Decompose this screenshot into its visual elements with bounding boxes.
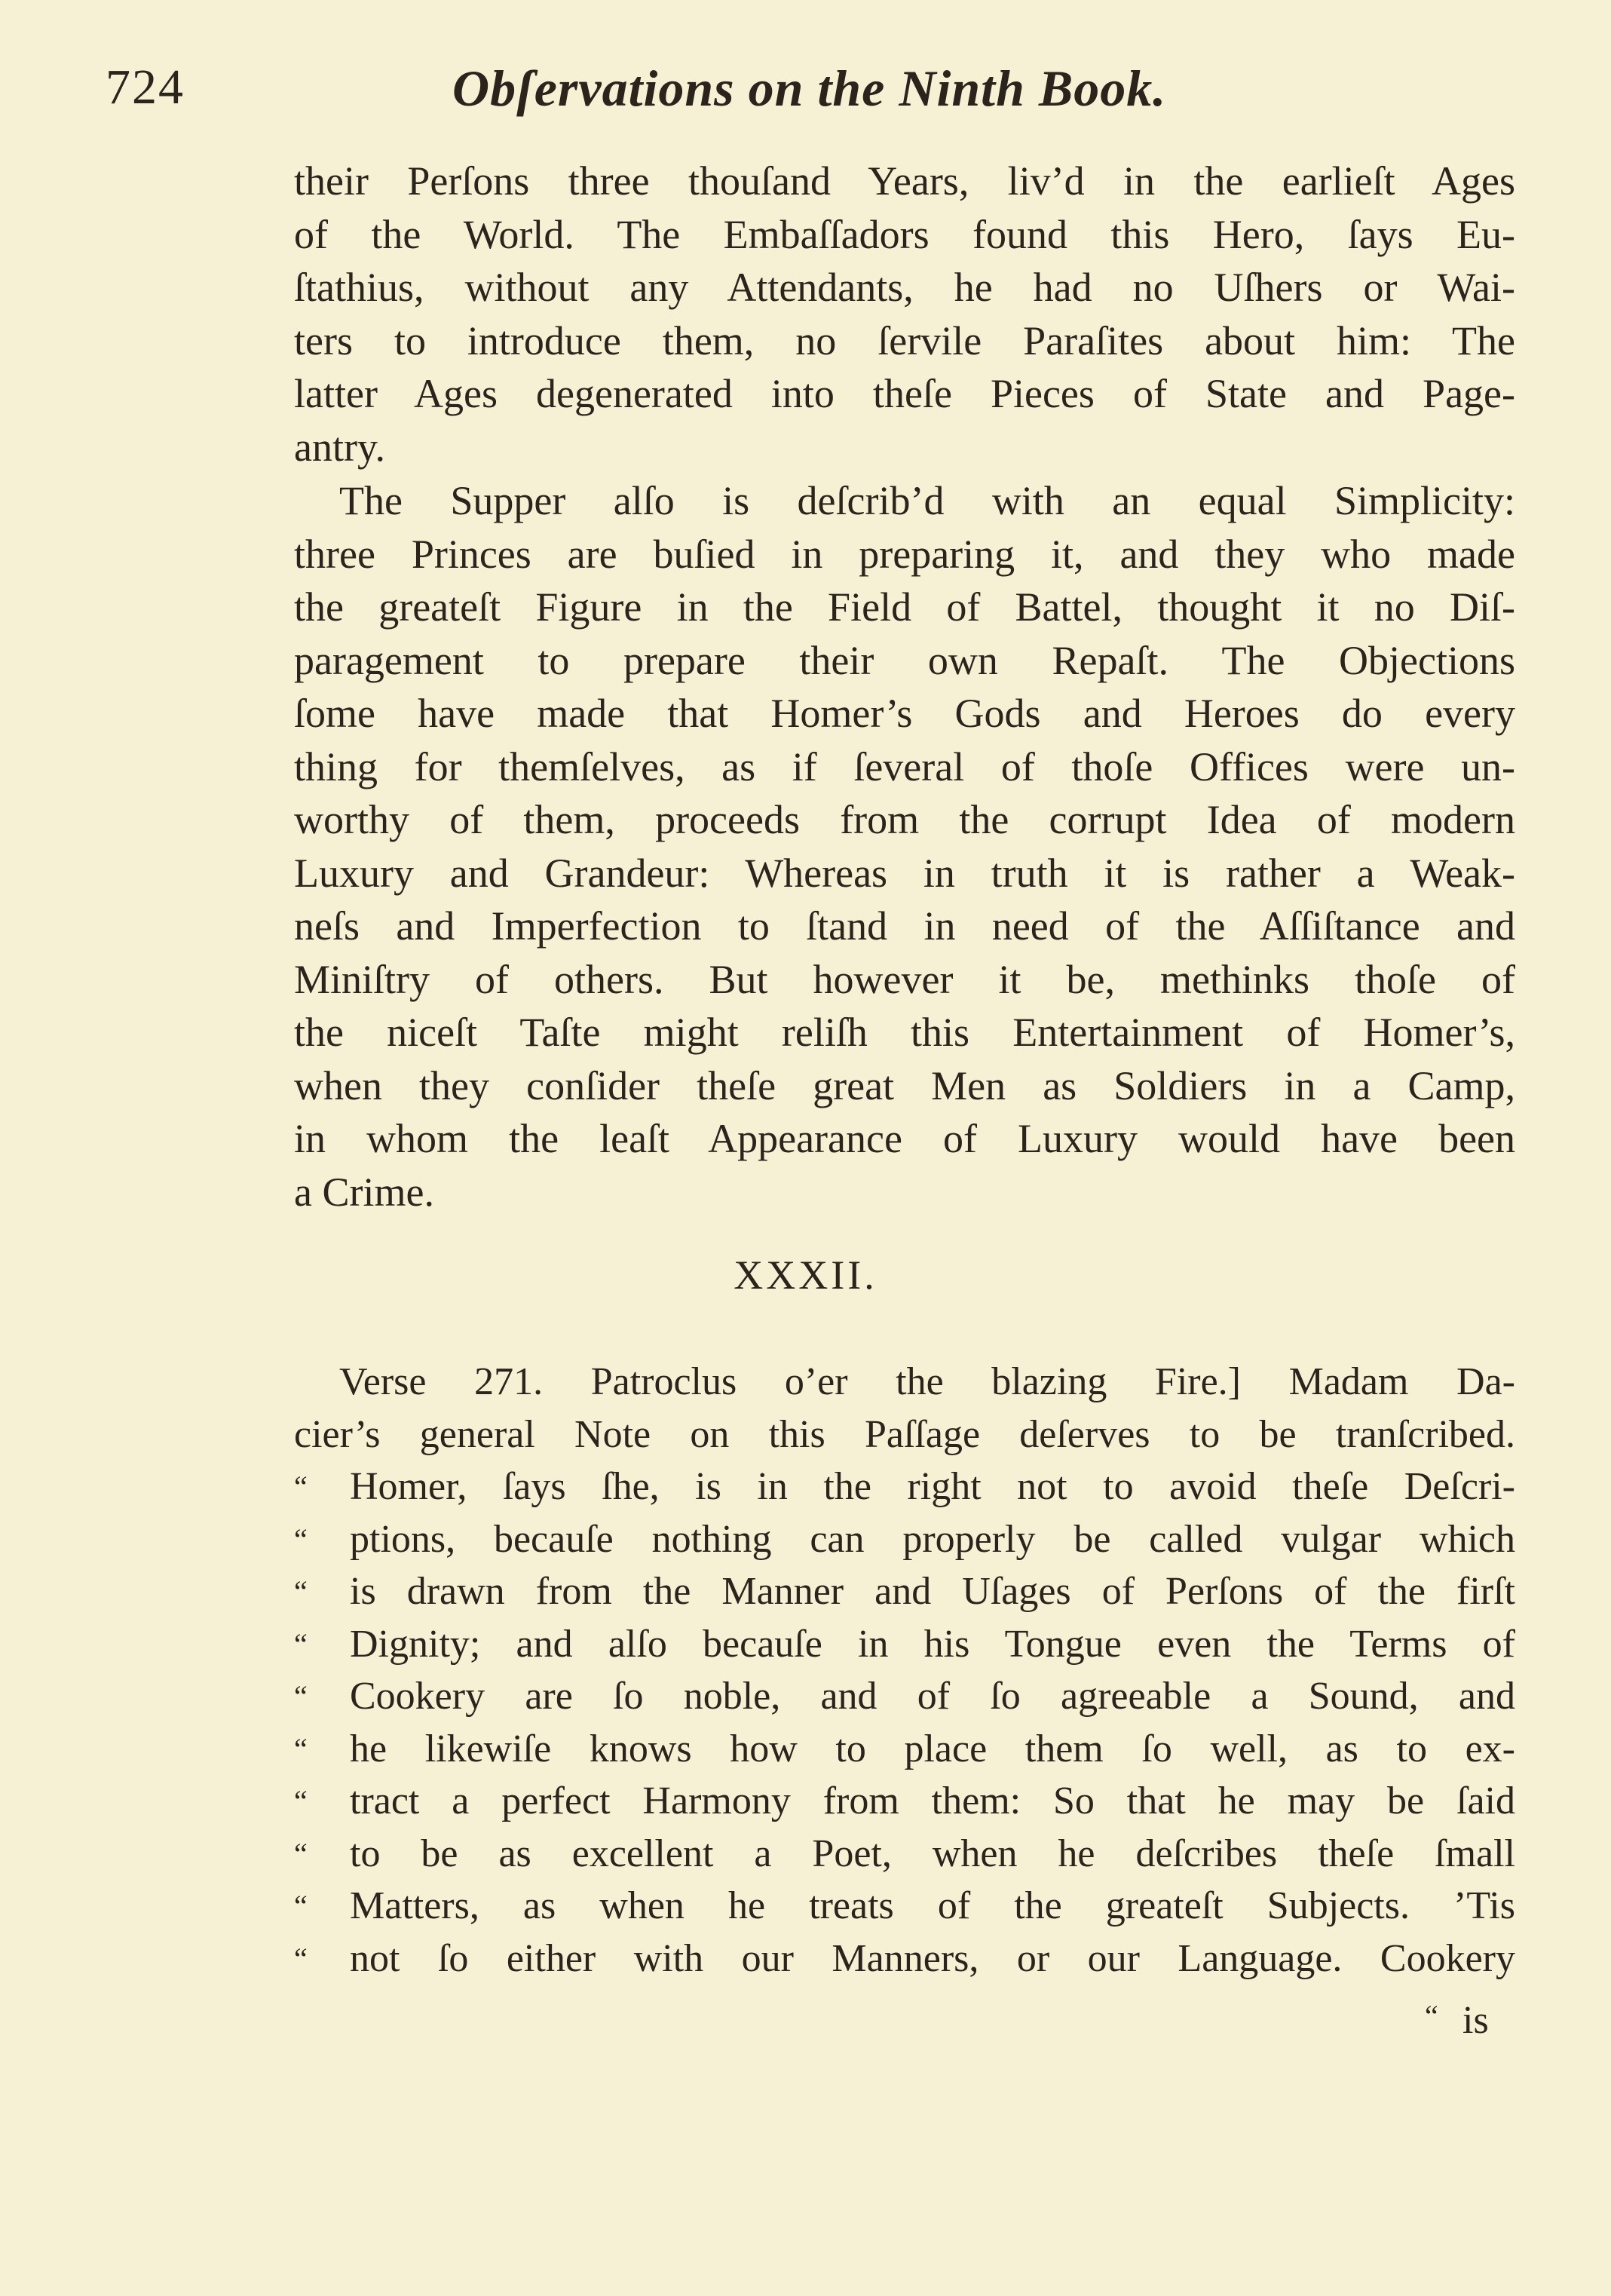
text-line: worthy of them, proceeds from the corrupt Idea of modern	[294, 797, 1515, 842]
quoted-line	[294, 1775, 1515, 1828]
text-line: antry.	[294, 424, 385, 470]
quoted-text: he likewiſe knows how to place them ſo well, as to ex-	[350, 1727, 1515, 1770]
text-line: neſs and Imperfection to ſtand in need of the Aſſiſtance and	[294, 903, 1515, 949]
quote-mark: “	[294, 1889, 308, 1923]
note-line: cier’s general Note on this Paſſage deſerves to be tranſcribed.	[294, 1412, 1515, 1456]
quoted-line	[294, 1618, 1515, 1671]
catchword-text: is	[1462, 1999, 1489, 2042]
section-heading: XXXII.	[734, 1252, 877, 1298]
quoted-text: not ſo either with our Manners, or our Language. Cookery	[350, 1936, 1515, 1980]
text-line: in whom the leaſt Appearance of Luxury would have been	[294, 1116, 1515, 1161]
quoted-line	[294, 1670, 1515, 1723]
catchword	[1425, 1998, 1489, 2043]
text-line: ſtathius, without any Attendants, he had no Uſhers or Wai-	[294, 265, 1515, 310]
text-line: paragement to prepare their own Repaſt. The Objections	[294, 637, 1515, 683]
quote-mark: “	[294, 1522, 308, 1556]
verse-note	[294, 1356, 1515, 1985]
quote-mark: “	[294, 1836, 308, 1871]
text-line: Luxury and Grandeur: Whereas in truth it is rather a Weak-	[294, 850, 1515, 896]
quoted-line	[294, 1828, 1515, 1881]
text-line: three Princes are buſied in preparing it, and they who made	[294, 531, 1515, 577]
paragraph-1	[294, 155, 1515, 474]
quoted-text: is drawn from the Manner and Uſages of Perſons of the firſt	[350, 1570, 1515, 1613]
text-line: thing for themſelves, as if ſeveral of thoſe Offices were un-	[294, 743, 1515, 789]
quoted-line	[294, 1723, 1515, 1776]
quoted-text: Cookery are ſo noble, and of ſo agreeable a Sound, and	[350, 1675, 1515, 1718]
text-line: their Perſons three thouſand Years, liv’d in the earlieſt Ages	[294, 158, 1515, 204]
page-number: 724	[106, 60, 185, 115]
quoted-text: tract a perfect Harmony from them: So that he may be ſaid	[350, 1779, 1515, 1822]
text-line: Miniſtry of others. But however it be, methinks thoſe of	[294, 956, 1515, 1002]
text-line: a Crime.	[294, 1169, 434, 1215]
quoted-line	[294, 1880, 1515, 1933]
quote-mark: “	[294, 1470, 308, 1504]
quote-mark: “	[294, 1731, 308, 1766]
text-line: of the World. The Embaſſadors found this Hero, ſays Eu-	[294, 211, 1515, 257]
text-line: The Supper alſo is deſcrib’d with an equal Simplicity:	[339, 478, 1515, 523]
quote-mark: “	[1425, 1999, 1438, 2033]
running-head: Obſervations on the Ninth Book.	[452, 60, 1167, 117]
quote-mark: “	[294, 1574, 308, 1608]
paragraph-2	[294, 474, 1515, 1219]
text-line: when they conſider theſe great Men as Soldiers in a Camp,	[294, 1062, 1515, 1108]
note-line: Verse 271. Patroclus o’er the blazing Fire.] Madam Da-	[339, 1360, 1515, 1403]
quoted-line	[294, 1933, 1515, 1985]
text-line: the greateſt Figure in the Field of Battel, thought it no Diſ-	[294, 584, 1515, 630]
quoted-text: ptions, becauſe nothing can properly be called vulgar which	[350, 1517, 1515, 1561]
text-line: latter Ages degenerated into theſe Pieces of State and Page-	[294, 371, 1515, 416]
quoted-text: Dignity; and alſo becauſe in his Tongue even the Terms of	[350, 1622, 1515, 1666]
text-line: the niceſt Taſte might reliſh this Entertainment of Homer’s,	[294, 1010, 1515, 1055]
quoted-text: to be as excellent a Poet, when he deſcribes theſe ſmall	[350, 1832, 1515, 1875]
quote-mark: “	[294, 1784, 308, 1818]
quoted-line	[294, 1513, 1515, 1566]
text-line: ters to introduce them, no ſervile Paraſites about him: The	[294, 317, 1515, 363]
quoted-line	[294, 1565, 1515, 1618]
page-header	[0, 59, 1611, 127]
quoted-text: Matters, as when he treats of the greateſt Subjects. ’Tis	[350, 1884, 1515, 1927]
quote-mark: “	[294, 1626, 308, 1661]
quote-mark: “	[294, 1679, 308, 1713]
text-line: ſome have made that Homer’s Gods and Heroes do every	[294, 691, 1515, 736]
quote-mark: “	[294, 1941, 308, 1976]
quoted-line	[294, 1461, 1515, 1513]
quoted-text: Homer, ſays ſhe, is in the right not to avoid theſe Deſcri-	[350, 1465, 1515, 1508]
